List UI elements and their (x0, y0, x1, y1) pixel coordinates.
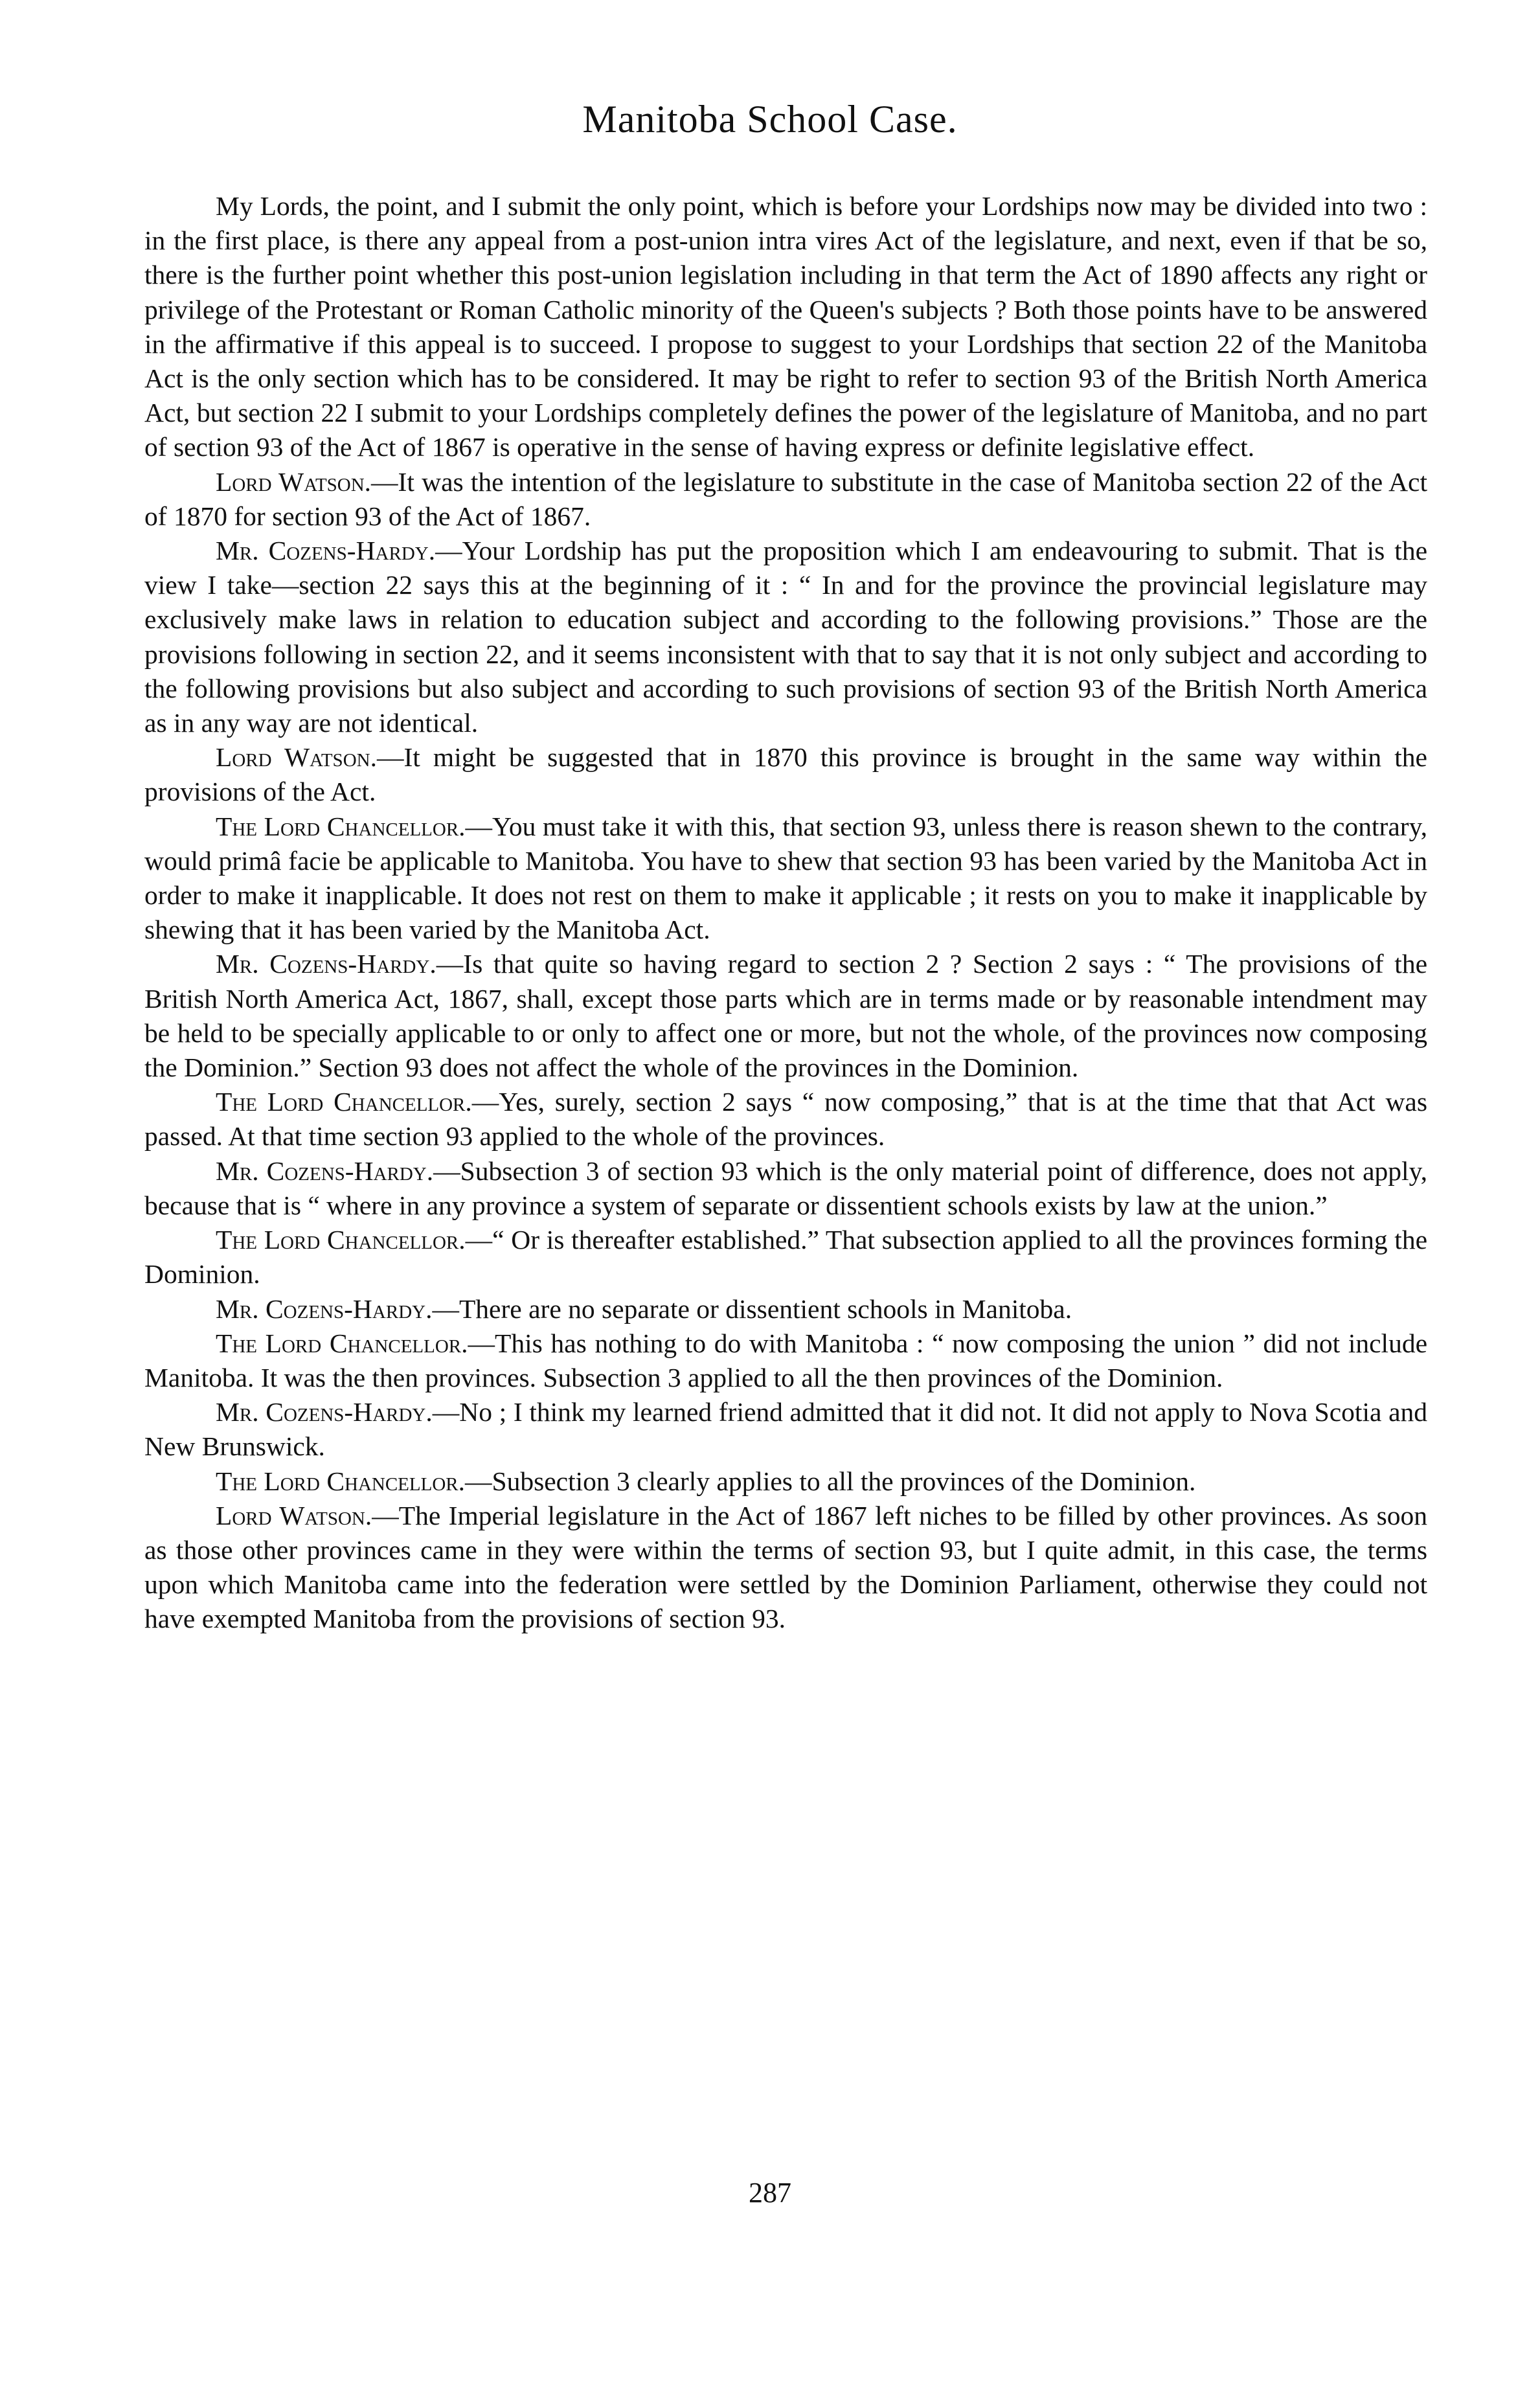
paragraph-text: —Is that quite so having regard to section 2 ? Section 2 says : “ The provisions of the British North America Act, 1867, shall, except those parts which are in terms made or by reasonable intendment may be held to be specially applicable to or only to affect one or more, but not the whole, of the provinces now composing the Dominion.” Section 93 does not affect the whole of the provinces in the Dominion. (144, 949, 1427, 1083)
speaker-name: Lord Watson. (216, 1500, 372, 1530)
paragraph (144, 947, 1427, 1085)
paragraph (144, 1326, 1427, 1395)
speaker-name: Mr. Cozens-Hardy. (216, 949, 436, 979)
speaker-name: Lord Watson. (216, 742, 377, 773)
paragraph-text: —It might be suggested that in 1870 this province is brought in the same way within the provisions of the Act. (144, 742, 1427, 807)
paragraph (144, 1223, 1427, 1291)
paragraph (144, 740, 1427, 809)
speaker-name: The Lord Chancellor. (216, 1328, 468, 1358)
paragraph (144, 1292, 1427, 1326)
paragraph-text: —“ Or is thereafter established.” That subsection applied to all the provinces forming the Dominion. (144, 1225, 1427, 1290)
speaker-name: Mr. Cozens-Hardy. (216, 1155, 434, 1186)
speaker-name: Lord Watson. (216, 466, 372, 497)
document-body (144, 189, 1427, 1637)
speaker-name: Mr. Cozens-Hardy. (216, 1397, 433, 1427)
paragraph-text: —The Imperial legislature in the Act of 1867 left niches to be filled by other provinces. As soon as those other provinces came in they were within the terms of section 93, but I quite admit, in this case, the terms upon which Manitoba came into the federation were settled by the Dominion Parliament, otherwise they could not have exempted Manitoba from the provisions of section 93. (144, 1500, 1427, 1634)
speaker-name: The Lord Chancellor. (216, 811, 466, 841)
paragraph-text: —You must take it with this, that section 93, unless there is reason shewn to the contrary, would primâ facie be applicable to Manitoba. You have to shew that section 93 has been varied by the Manitoba Act in order to make it inapplicable. It does not rest on them to make it applicable ; it rests on you to make it inapplicable by shewing that it has been varied by the Manitoba Act. (144, 811, 1427, 945)
paragraph-text: —Yes, surely, section 2 says “ now composing,” that is at the time that that Act was passed. At that time section 93 applied to the whole of the provinces. (144, 1087, 1427, 1152)
speaker-name: Mr. Cozens-Hardy. (216, 536, 436, 566)
paragraph-text: My Lords, the point, and I submit the only point, which is before your Lordships now may be divided into two : in the first place, is there any appeal from a post-union intra vires Act of the legislature, and next, even if that be so, there is the further point whether this post-union legislation including in that term the Act of 1890 affects any right or privilege of the Protestant or Roman Catholic minority of the Queen's subjects ? Both those points have to be answered in the affirmative if this appeal is to succeed. I propose to suggest to your Lordships that section 22 of the Manitoba Act is the only section which has to be considered. It may be right to refer to section 93 of the British North America Act, but section 22 I submit to your Lordships completely defines the power of the legislature of Manitoba, and no part of section 93 of the Act of 1867 is operative in the sense of having express or definite legislative effect. (144, 191, 1427, 462)
speaker-name: The Lord Chancellor. (216, 1225, 466, 1255)
paragraph-text: —This has nothing to do with Manitoba : “ now composing the union ” did not include Manitoba. It was the then provinces. Subsection 3 applied to all the then provinces of the Dominion. (144, 1328, 1427, 1392)
speaker-name: The Lord Chancellor. (216, 1087, 472, 1117)
speaker-name: Mr. Cozens-Hardy. (216, 1293, 433, 1324)
paragraph (144, 1085, 1427, 1153)
page-title: Manitoba School Case. (582, 98, 958, 141)
paragraph (144, 1395, 1427, 1464)
paragraph (144, 189, 1427, 465)
paragraph (144, 1464, 1427, 1499)
paragraph (144, 810, 1427, 948)
paragraph-text: —Subsection 3 clearly applies to all the provinces of the Dominion. (465, 1466, 1196, 1496)
paragraph-text: —No ; I think my learned friend admitted that it did not. It did not apply to Nova Scotia and New Brunswick. (144, 1397, 1427, 1462)
paragraph-text: —It was the intention of the legislature to substitute in the case of Manitoba section 22 of the Act of 1870 for section 93 of the Act of 1867. (144, 466, 1427, 531)
paragraph (144, 1499, 1427, 1637)
paragraph-text: —Subsection 3 of section 93 which is the only material point of difference, does not apply, because that is “ where in any province a system of separate or dissentient schools exists by law at the union.” (144, 1155, 1427, 1220)
paragraph (144, 1154, 1427, 1223)
paragraph (144, 465, 1427, 534)
speaker-name: The Lord Chancellor. (216, 1466, 465, 1496)
paragraph (144, 534, 1427, 740)
paragraph-text: —There are no separate or dissentient schools in Manitoba. (432, 1293, 1072, 1324)
paragraph-text: —Your Lordship has put the proposition which I am endeavouring to submit. That is the view I take—section 22 says this at the beginning of it : “ In and for the province the provincial legislature may exclusively make laws in relation to education subject and according to the following provisions.” Those are the provisions following in section 22, and it seems inconsistent with that to say that it is not only subject and according to the following provisions but also subject and according to such provisions of section 93 of the British North America as in any way are not identical. (144, 536, 1428, 738)
page-number: 287 (749, 2177, 791, 2209)
